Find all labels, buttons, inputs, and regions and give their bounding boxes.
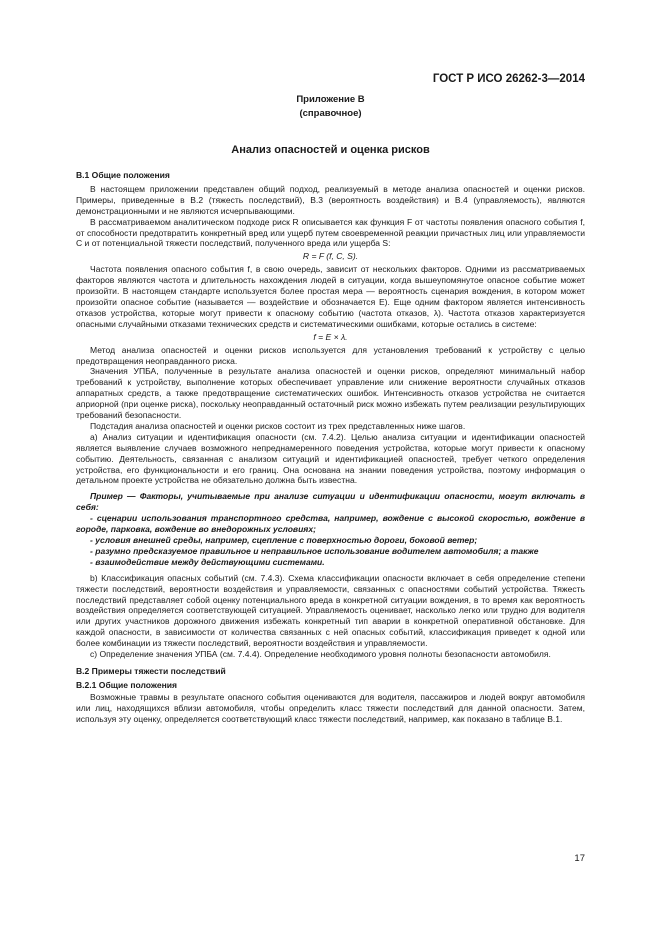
list-item-a: а) Анализ ситуации и идентификация опасности (см. 7.4.2). Целью анализа ситуации и идентификации опасностей является выявление случаев возможного непреднамеренного поведения устройства, которые могут привести к опасному событию. Деятельность, связанная с анализом ситуаций и идентификацией опасностей, требует четкого определения устройства, его функциональности и его границ. Она основана на знании поведения устройства, поэтому информация о детальном проекте устройства не обязательно должна быть известна.	[76, 431, 585, 486]
paragraph: Подстадия анализа опасностей и оценки рисков состоит из трех представленных ниже шагов.	[90, 420, 466, 431]
paragraph: Метод анализа опасностей и оценки рисков используется для установления требований к устройству с целью предотвращения неоправданного риска.	[76, 344, 585, 366]
section-b21-heading: В.2.1 Общие положения	[76, 679, 178, 690]
formula-frequency: f = E × λ.	[313, 331, 348, 342]
example-item: - условия внешней среды, например, сцепление с поверхностью дороги, боковой ветер;	[90, 535, 478, 545]
example-item: - сценарии использования транспортного средства, например, вождение с высокой скоростью, вождение в городе, парковка, вождение во внедорожных условиях;	[76, 513, 585, 535]
example-intro: Пример — Факторы, учитываемые при анализе ситуации и идентификации опасности, могут включать в себя:	[76, 491, 585, 513]
section-b1-heading: В.1 Общие положения	[76, 170, 170, 180]
appendix-note: (справочное)	[299, 108, 362, 119]
formula-risk: R = F (f, C, S).	[302, 251, 359, 262]
paragraph: Частота появления опасного события f, в свою очередь, зависит от нескольких факторов. Одними из рассматриваемых факторов являются частота и длительность нахождения людей в ситуации, когда вышеупомянутое опасное событие может произойти. В настоящем стандарте используется более простая мера — вероятность сценария вождения, в котором может произойти опасное событие (называется — воздействие и обозначается E). Еще одним фактором является интенсивность отказов устройства, которые могут привести к опасному событию (частота отказов, λ). Частота отказов характеризуется опасными случайными отказами технических средств и систематическими ошибками, которые остались в системе:	[76, 264, 585, 329]
page-number: 17	[574, 853, 585, 864]
appendix-label: Приложение В	[296, 94, 365, 105]
body-text	[76, 164, 585, 725]
example-item: - разумно предсказуемое правильное и неправильное использование водителем автомобиля; а также	[90, 545, 539, 556]
example-item: - взаимодействие между действующими системами.	[90, 556, 325, 567]
appendix-title: Анализ опасностей и оценка рисков	[231, 144, 430, 156]
paragraph: Возможные травмы в результате опасного события оцениваются для водителя, пассажиров и людей вокруг автомобиля или лиц, находящихся вблизи автомобиля, чтобы определить класс тяжести последствий для данной опасности. Затем, используя эту оценку, определяется соответствующий класс тяжести последствий, например, как показано в таблице В.1.	[76, 691, 585, 724]
list-item-b: b) Классификация опасных событий (см. 7.4.3). Схема классификации опасности включает в себя определение степени тяжести последствий, вероятности воздействия и управляемости, связанных с опасностями событий устройства. Тяжесть последствий представляет собой оценку потенциального вреда в конкретной ситуации вождения, в то время как вероятность воздействия определяется соответствующей ситуацией. Управляемость оценивает, насколько легко или трудно для водителя или других участников дорожного движения избежать конкретный тип аварии в конкретной оперативной обстановке. Для каждой опасности, в зависимости от количества связанных с ней опасных событий, классификация приведет к одной или более комбинации из тяжести последствий, вероятности воздействия и управляемости.	[76, 572, 585, 649]
paragraph: Значения УПБА, полученные в результате анализа опасностей и оценки рисков, определяют минимальный набор требований к устройству, выполнение которых обеспечивает управление или снижение вероятности случайных отказов аппаратных средств, а также предотвращение систематических ошибок. Интенсивность отказов устройства не считается априорной (при оценке риска), поскольку неоправданный остаточный риск можно избежать путем реализации результирующих требований безопасности.	[76, 366, 585, 421]
standard-code: ГОСТ Р ИСО 26262-3—2014	[432, 73, 585, 85]
section-b2-heading: В.2 Примеры тяжести последствий	[76, 665, 226, 676]
list-item-c: с) Определение значения УПБА (см. 7.4.4). Определение необходимого уровня полноты безопасности автомобиля.	[90, 649, 551, 660]
paragraph: В настоящем приложении представлен общий подход, реализуемый в методе анализа опасностей и оценки рисков. Примеры, приведенные в В.2 (тяжесть последствий), В.3 (вероятность воздействия) и В.4 (управляемость), являются демонстрационными и не являются исчерпывающими.	[76, 183, 585, 216]
paragraph: В рассматриваемом аналитическом подходе риск R описывается как функция F от частоты появления опасного события f, от способности предотвратить конкретный вред или ущерб путем своевременной реакции причастных лиц или управляемости C и от потенциальной тяжести последствий, полученного вреда или ущерба S:	[76, 216, 585, 249]
